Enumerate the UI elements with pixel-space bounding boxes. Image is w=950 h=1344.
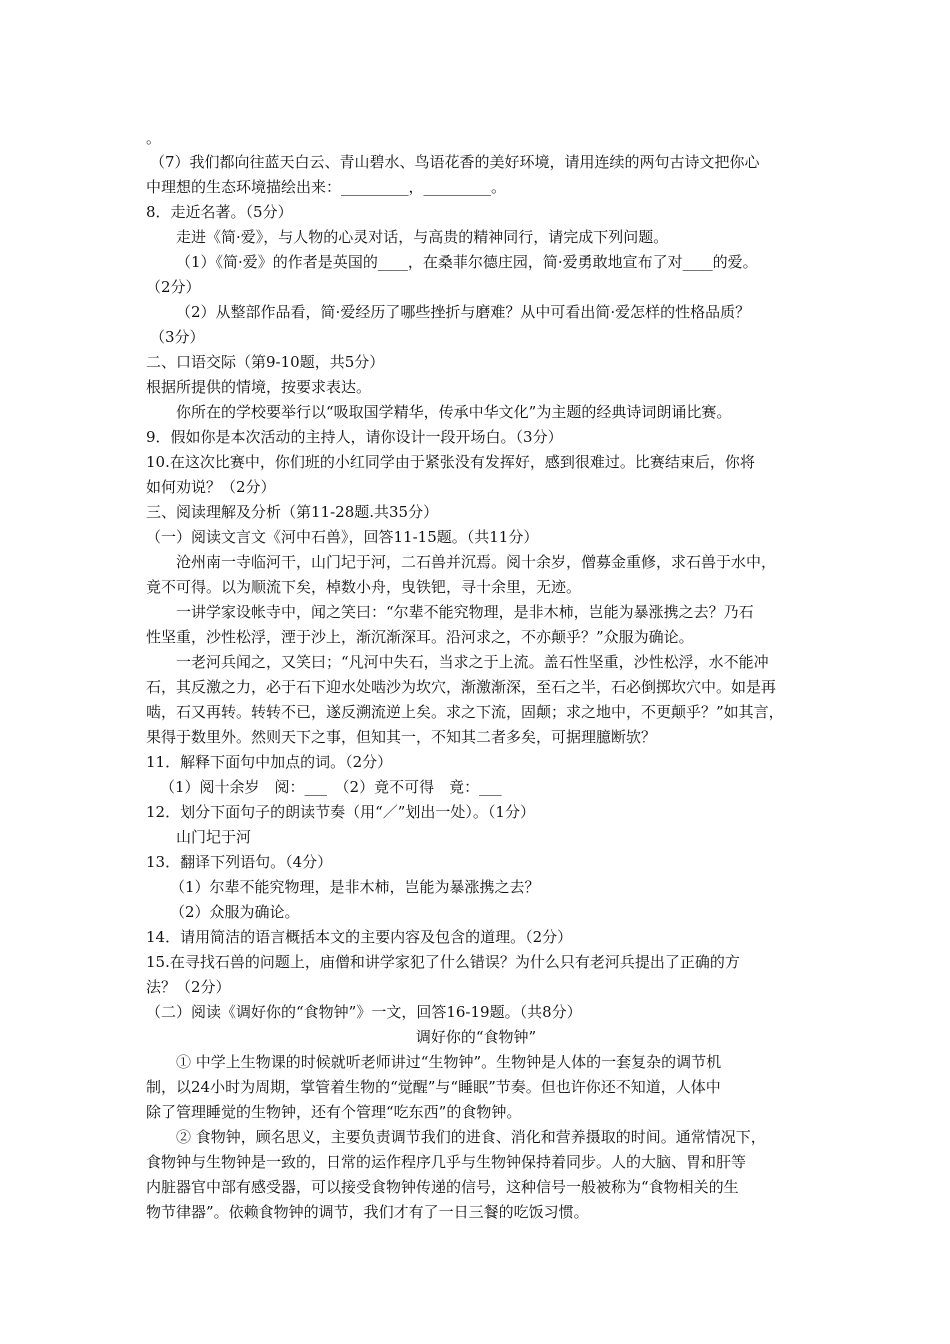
question-13-1: （1）尔辈不能究物理，是非木柿，岂能为暴涨携之去？: [170, 878, 540, 896]
passage-paragraph-2-line-2: 性坚重，沙性松浮，湮于沙上，渐沉渐深耳。沿河求之，不亦颠乎？”众服为确论。: [146, 628, 694, 646]
question-12: 12．划分下面句子的朗读节奏（用“／”划出一处）。（1分）: [146, 803, 535, 821]
section-3-heading: 三、阅读理解及分析（第11-28题.共35分）: [146, 503, 439, 521]
question-8-2-line-2: （3分）: [150, 328, 205, 346]
question-9: 9．假如你是本次活动的主持人，请你设计一段开场白。（3分）: [146, 428, 563, 446]
passage-paragraph-1-line-1: 沧州南一寺临河干，山门圮于河，二石兽并沉焉。阅十余岁，僧募金重修，求石兽于水中，: [176, 553, 777, 571]
question-8-1-line-1: （1）《简·爱》的作者是英国的____，在桑菲尔德庄园，简·爱勇敢地宣布了对____的爱。: [176, 253, 758, 271]
part-2-heading: （二）阅读《调好你的“食物钟”》一文，回答16-19题。（共8分）: [146, 1003, 582, 1021]
question-8-1-line-2: （2分）: [146, 278, 201, 296]
question-10-line-2: 如何劝说？（2分）: [146, 478, 276, 496]
question-13-2: （2）众服为确论。: [170, 903, 300, 921]
question-8-heading: 8．走近名著。（5分）: [146, 203, 293, 221]
article-paragraph-1-line-3: 除了管理睡觉的生物钟，还有个管理“吃东西”的食物钟。: [146, 1103, 522, 1121]
article-paragraph-2-line-1: ② 食物钟，顾名思义，主要负责调节我们的进食、消化和营养摄取的时间。通常情况下，: [176, 1128, 766, 1146]
passage-paragraph-3-line-3: 啮，石又再转。转转不已，遂反溯流逆上矣。求之下流，固颠；求之地中，不更颠乎？”如其言，: [146, 703, 784, 721]
question-15-line-2: 法？（2分）: [146, 978, 231, 996]
section-2-instruction: 根据所提供的情境，按要求表达。: [146, 378, 372, 396]
section-2-heading: 二、口语交际（第9-10题，共5分）: [146, 353, 385, 371]
part-1-heading: （一）阅读文言文《河中石兽》，回答11-15题。（共11分）: [146, 528, 539, 546]
passage-paragraph-3-line-4: 果得于数里外。然则天下之事，但知其一，不知其二者多矣，可据理臆断欤？: [146, 728, 657, 746]
passage-paragraph-3-line-2: 石，其反激之力，必于石下迎水处啮沙为坎穴，渐激渐深，至石之半，石必倒掷坎穴中。如是再: [146, 678, 777, 696]
article-paragraph-2-line-2: 食物钟与生物钟是一致的，日常的运作程序几乎与生物钟保持着同步。人的大脑、胃和肝等: [146, 1153, 747, 1171]
article-paragraph-2-line-4: 物节律器”。依赖食物钟的调节，我们才有了一日三餐的吃饭习惯。: [146, 1203, 589, 1221]
question-7-7-line-1: （7）我们都向往蓝天白云、青山碧水、鸟语花香的美好环境，请用连续的两句古诗文把你心: [150, 153, 760, 171]
text-line: 。: [146, 129, 162, 147]
question-10-line-1: 10.在这次比赛中，你们班的小红同学由于紧张没有发挥好，感到很难过。比赛结束后，你将: [146, 453, 755, 471]
question-15-line-1: 15.在寻找石兽的问题上，庙僧和讲学家犯了什么错误？为什么只有老河兵提出了正确的方: [146, 953, 740, 971]
article-paragraph-1-line-2: 制，以24小时为周期，掌管着生物的“觉醒”与“睡眠”节奏。但也许你还不知道，人体中: [146, 1078, 721, 1096]
question-12-sentence: 山门圮于河: [176, 828, 252, 846]
passage-paragraph-3-line-1: 一老河兵闻之，又笑曰；“凡河中失石，当求之于上流。盖石性坚重，沙性松浮，水不能冲: [176, 653, 769, 671]
article-paragraph-1-line-1: ① 中学上生物课的时候就听老师讲过“生物钟”。生物钟是人体的一套复杂的调节机: [176, 1053, 722, 1071]
question-11-items: （1）阅十余岁 阅：___ （2）竟不可得 竟：___: [160, 778, 502, 796]
section-2-context: 你所在的学校要举行以“吸取国学精华，传承中华文化”为主题的经典诗词朗诵比赛。: [176, 403, 732, 421]
question-7-7-line-2: 中理想的生态环境描绘出来：_________，_________。: [146, 178, 507, 196]
question-8-intro: 走进《简·爱》，与人物的心灵对话，与高贵的精神同行，请完成下列问题。: [176, 228, 669, 246]
article-title: 调好你的“食物钟”: [415, 1028, 537, 1046]
question-11: 11．解释下面句中加点的词。（2分）: [146, 753, 393, 771]
passage-paragraph-1-line-2: 竟不可得。以为顺流下矣，棹数小舟，曳铁钯，寻十余里，无迹。: [146, 578, 582, 596]
question-13: 13．翻译下列语句。（4分）: [146, 853, 333, 871]
question-14: 14．请用简洁的语言概括本文的主要内容及包含的道理。（2分）: [146, 928, 573, 946]
question-8-2-line-1: （2）从整部作品看，简·爱经历了哪些挫折与磨难？从中可看出简·爱怎样的性格品质？: [176, 303, 751, 321]
passage-paragraph-2-line-1: 一讲学家设帐寺中，闻之笑曰：“尔辈不能究物理，是非木柿，岂能为暴涨携之去？乃石: [176, 603, 754, 621]
article-paragraph-2-line-3: 内脏器官中部有感受器，可以接受食物钟传递的信号，这种信号一般被称为“食物相关的生: [146, 1178, 739, 1196]
